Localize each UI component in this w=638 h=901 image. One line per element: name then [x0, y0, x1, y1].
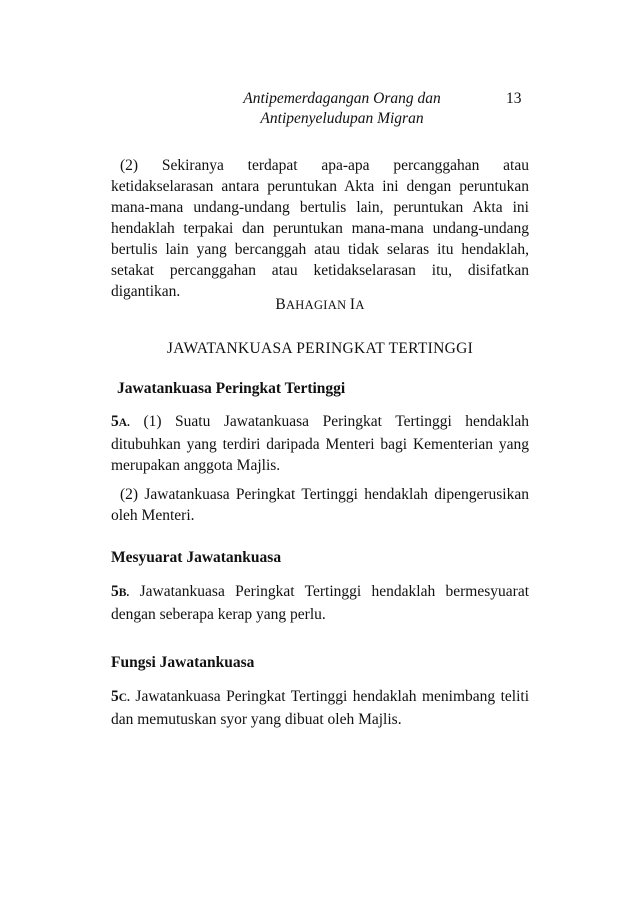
running-head-line-1: Antipemerdagangan Orang dan: [243, 90, 441, 107]
section-5a-subsection-1: 5A. (1) Suatu Jawatankuasa Peringkat Tertinggi hendaklah ditubuhkan yang terdiri daripada Menteri bagi Kementerian yang merupakan anggota Majlis.: [111, 413, 529, 474]
page-number: 13: [506, 90, 522, 107]
paragraph-subsection-2: (2) Sekiranya terdapat apa-apa percanggahan atau ketidakselarasan antara peruntukan Akta ini dengan peruntukan mana-mana undang-undang bertulis lain, peruntukan Akta ini hendaklah terpakai dan peruntukan mana-mana undang-undang bertulis lain yang bercanggah atau tidak selaras itu hendaklah, setakat percanggahan atau ketidakselarasan itu, disifatkan digantikan.: [111, 157, 529, 300]
section-5c-text: 5C. Jawatankuasa Peringkat Tertinggi hendaklah menimbang teliti dan memutuskan syor yang dibuat oleh Majlis.: [111, 688, 530, 728]
section-number-5a: 5A.: [111, 413, 130, 430]
section-heading-5c: Fungsi Jawatankuasa: [111, 654, 255, 671]
section-heading-5b: Mesyuarat Jawatankuasa: [111, 549, 282, 566]
section-5b-text: 5B. Jawatankuasa Peringkat Tertinggi hendaklah bermesyuarat dengan seberapa kerap yang perlu.: [111, 583, 530, 623]
part-label: BAHAGIAN IA: [275, 296, 365, 313]
section-number-5b: 5B.: [111, 583, 130, 600]
section-5a-subsection-2: (2) Jawatankuasa Peringkat Tertinggi hendaklah dipengerusikan oleh Menteri.: [111, 486, 529, 524]
section-number-5c: 5C.: [111, 688, 130, 705]
part-title: JAWATANKUASA PERINGKAT TERTINGGI: [166, 340, 474, 357]
section-heading-5a: Jawatankuasa Peringkat Tertinggi: [117, 380, 346, 397]
running-head-line-2: Antipenyeludupan Migran: [260, 110, 424, 127]
running-head: [232, 89, 452, 129]
